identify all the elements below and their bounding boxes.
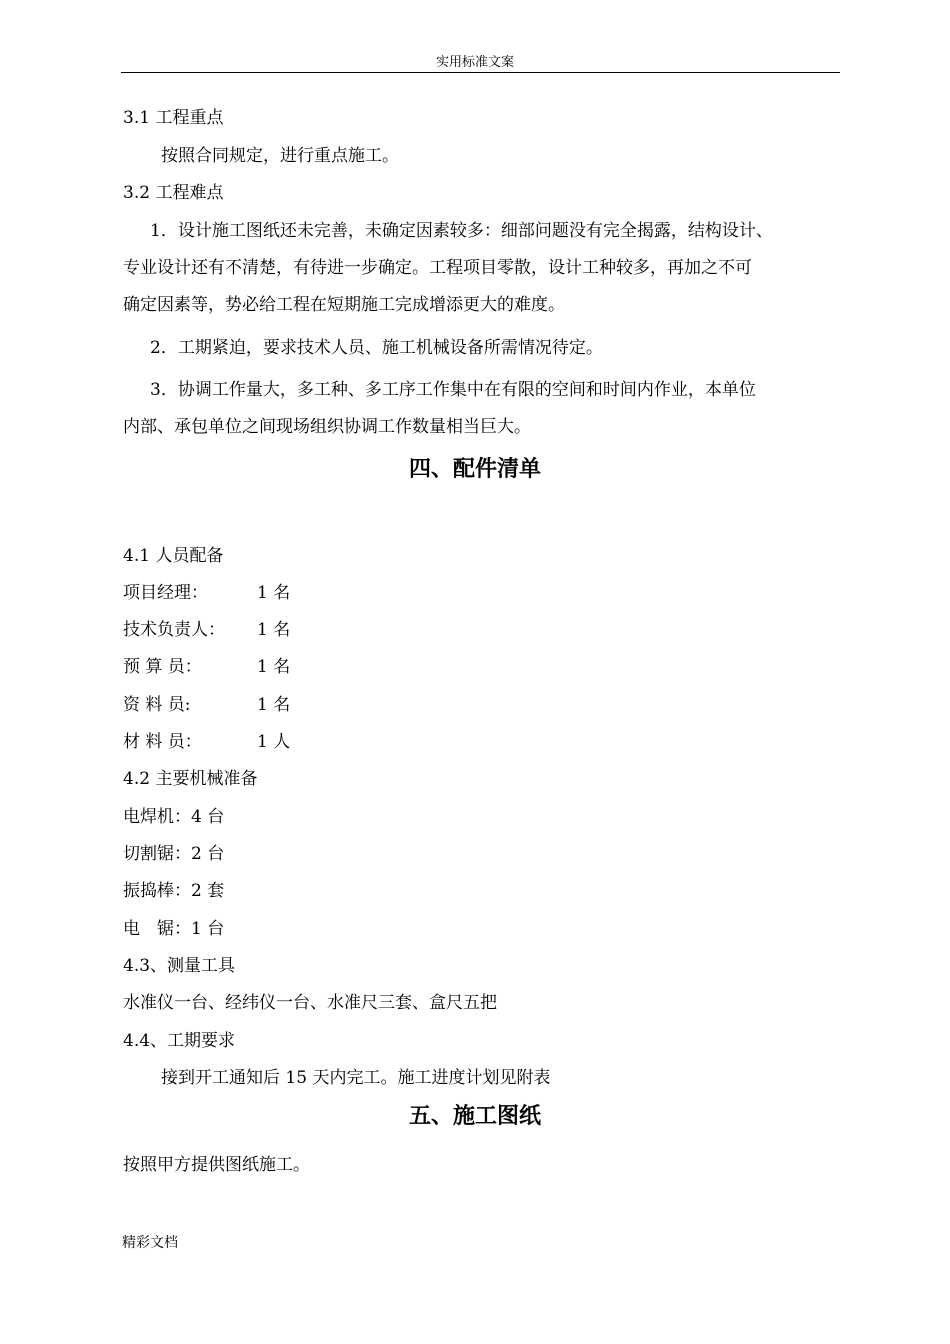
section-4-3-title: 4.3、测量工具 [123,956,236,976]
difficulty-item-2: 2．工期紧迫，要求技术人员、施工机械设备所需情况待定。 [150,338,603,358]
section-4-1-title: 4.1 人员配备 [123,546,224,566]
personnel-row [123,693,290,717]
machine-item: 振捣棒：2 套 [123,881,225,901]
personnel-row [123,730,290,754]
schedule-requirement: 接到开工通知后 15 天内完工。施工进度计划见附表 [161,1068,551,1088]
personnel-count: 1 名 [257,583,291,603]
difficulty-item-1-line-3: 确定因素等，势必给工程在短期施工完成增添更大的难度。 [123,295,565,315]
section-4-2-title: 4.2 主要机械准备 [123,769,258,789]
personnel-role: 项目经理： [123,583,208,603]
personnel-count: 1 名 [257,657,291,677]
section-3-1-body: 按照合同规定，进行重点施工。 [161,146,399,166]
difficulty-item-3-line-2: 内部、承包单位之间现场组织协调工作数量相当巨大。 [123,417,531,437]
machine-item: 切割锯：2 台 [123,844,225,864]
header-divider [121,72,840,73]
measuring-tools: 水准仪一台、经纬仪一台、水准尺三套、盒尺五把 [123,993,497,1013]
section-5-heading: 五、施工图纸 [408,1104,541,1129]
section-5-body: 按照甲方提供图纸施工。 [123,1155,310,1175]
personnel-count: 1 名 [257,620,291,640]
personnel-count: 1 名 [257,695,291,715]
difficulty-item-3-line-1: 3．协调工作量大，多工种、多工序工作集中在有限的空间和时间内作业，本单位 [150,380,756,400]
section-4-4-title: 4.4、工期要求 [123,1031,236,1051]
personnel-row [123,618,290,642]
machine-item: 电 锯：1 台 [123,919,225,939]
personnel-role: 材 料 员： [123,732,202,752]
personnel-role: 资 料 员: [123,695,191,715]
page-header: 实用标准文案 [435,55,514,70]
personnel-role: 技术负责人： [123,620,225,640]
personnel-count: 1 人 [257,732,291,752]
difficulty-item-1-line-2: 专业设计还有不清楚，有待进一步确定。工程项目零散，设计工种较多，再加之不可 [123,258,752,278]
section-4-heading: 四、配件清单 [408,457,541,482]
personnel-row [123,581,290,605]
section-3-2-title: 3.2 工程难点 [123,183,224,203]
difficulty-item-1-line-1: 1．设计施工图纸还未完善，未确定因素较多：细部问题没有完全揭露，结构设计、 [150,221,773,241]
personnel-row [123,655,290,679]
personnel-role: 预 算 员： [123,657,202,677]
section-3-1-title: 3.1 工程重点 [123,108,224,128]
page-footer: 精彩文档 [122,1235,178,1251]
machine-item: 电焊机：4 台 [123,807,225,827]
